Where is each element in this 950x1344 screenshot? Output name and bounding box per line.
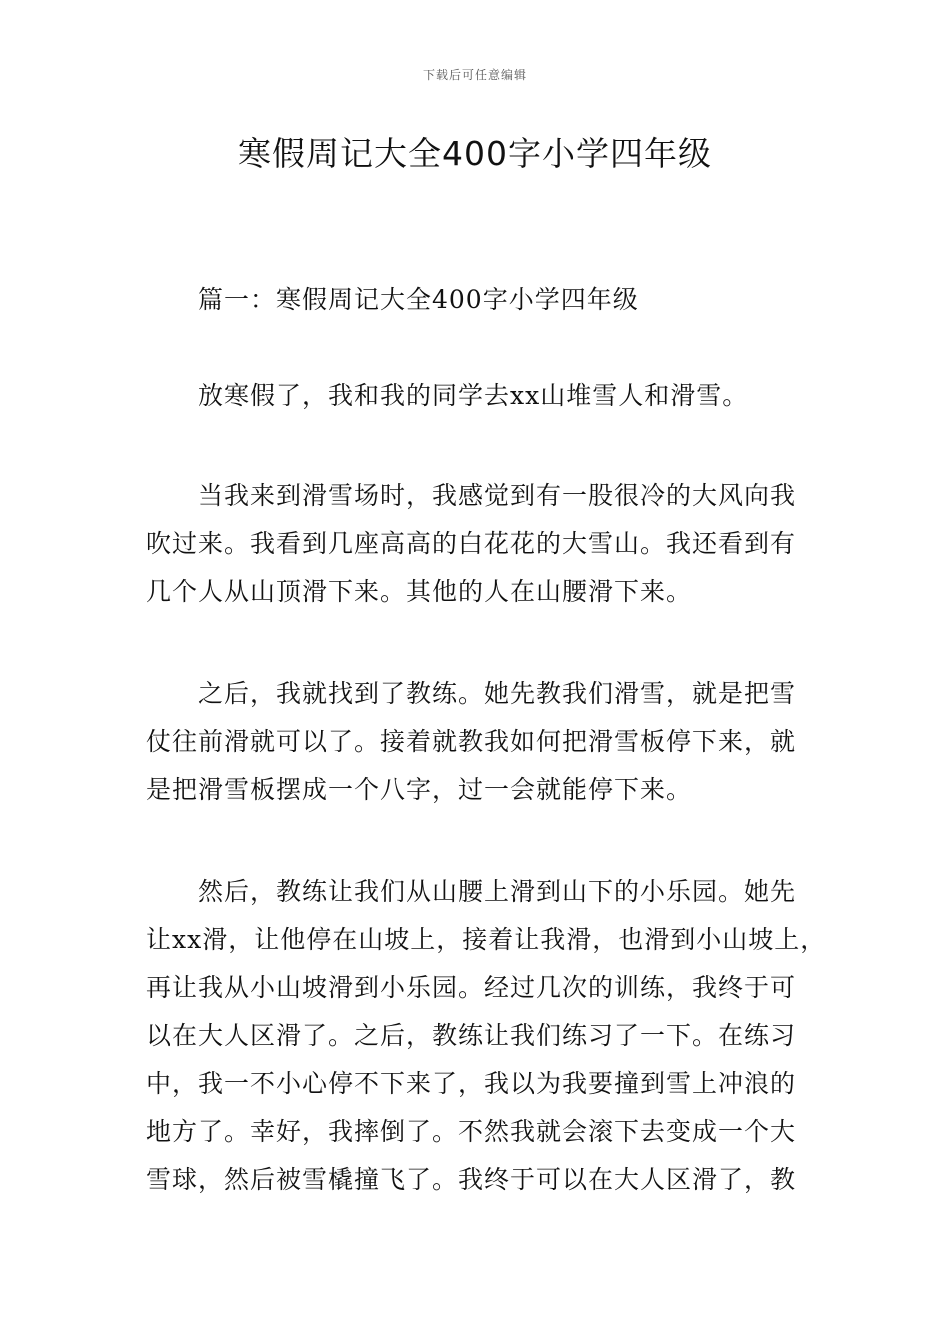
paragraph-line: 当我来到滑雪场时，我感觉到有一股很冷的大风向我 [198,481,797,510]
document-title: 寒假周记大全400字小学四年级 [238,134,712,173]
paragraph-line: 再让我从小山坡滑到小乐园。经过几次的训练，我终于可 [146,973,797,1002]
paragraph-line: 雪球，然后被雪橇撞飞了。我终于可以在大人区滑了，教 [146,1165,797,1194]
paragraph-4 [146,868,826,1204]
section-heading-text: 篇一：寒假周记大全400字小学四年级 [198,285,639,314]
paragraph-line: 以在大人区滑了。之后，教练让我们练习了一下。在练习 [146,1021,797,1050]
paragraph-line: 地方了。幸好，我摔倒了。不然我就会滚下去变成一个大 [146,1117,797,1146]
paragraph-line: 之后，我就找到了教练。她先教我们滑雪，就是把雪 [198,679,797,708]
paragraph-line: 几个人从山顶滑下来。其他的人在山腰滑下来。 [146,577,693,606]
paragraph-line: 让xx滑，让他停在山坡上，接着让我滑，也滑到小山坡上， [146,925,827,954]
paragraph-1 [146,372,826,420]
section-heading [146,276,826,324]
paragraph-line: 仗往前滑就可以了。接着就教我如何把滑雪板停下来，就 [146,727,797,756]
paragraph-2 [146,472,826,616]
paragraph-line: 然后，教练让我们从山腰上滑到山下的小乐园。她先 [198,877,797,906]
header-note: 下载后可任意编辑 [422,68,527,82]
paragraph-line: 是把滑雪板摆成一个八字，过一会就能停下来。 [146,775,693,804]
paragraph-line: 放寒假了，我和我的同学去xx山堆雪人和滑雪。 [198,381,749,410]
paragraph-line: 吹过来。我看到几座高高的白花花的大雪山。我还看到有 [146,529,797,558]
paragraph-line: 中，我一不小心停不下来了，我以为我要撞到雪上冲浪的 [146,1069,797,1098]
paragraph-3 [146,670,826,814]
